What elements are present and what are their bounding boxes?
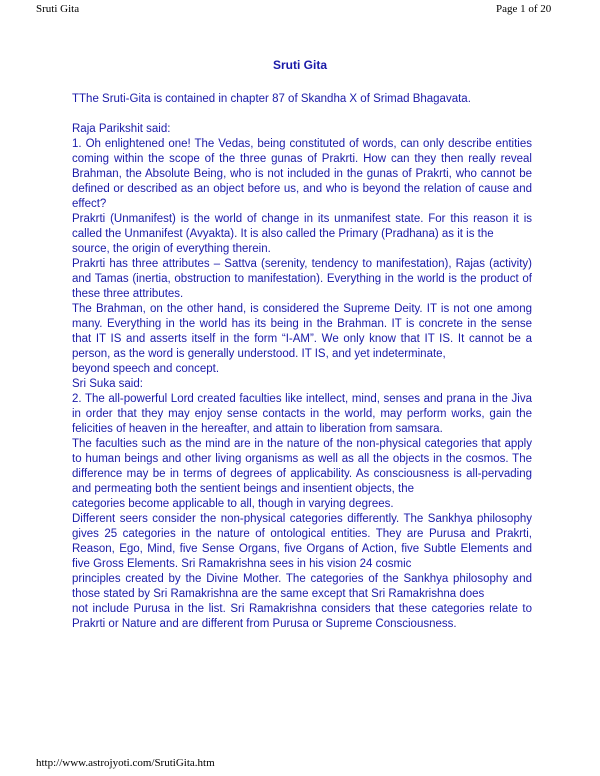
intro-paragraph: TThe Sruti-Gita is contained in chapter 87 of Skandha X of Srimad Bhagavata. bbox=[72, 93, 471, 105]
body-paragraph: Different seers consider the non-physical categories differently. The Sankhya philosophy gives 25 categories in the nature of ontological entities. They are Purusa and Prakrti, Reason, Ego, Mind, five Sense Organs, five Organs of Action, five Subtle Elements and five Gross Elements. Sri Ramakrishna sees in his vision 24 cosmic bbox=[72, 513, 532, 570]
page-footer-url: http://www.astrojyoti.com/SrutiGita.htm bbox=[36, 757, 215, 769]
body-paragraph: Prakrti (Unmanifest) is the world of change in its unmanifest state. For this reason it is called the Unmanifest (Avyakta). It is also called the Primary (Pradhana) as it is the bbox=[72, 213, 532, 240]
body-paragraph: 1. Oh enlightened one! The Vedas, being constituted of words, can only describe entities coming within the scope of the three gunas of Prakrti. How can they then really reveal Brahman, the Absolute Being, who is not included in the gunas of Prakrti, who cannot be defined or described as an object before us, and who is beyond the relation of cause and effect? bbox=[72, 138, 532, 210]
page-number: Page 1 of 20 bbox=[496, 3, 552, 15]
body-paragraph: 2. The all-powerful Lord created faculties like intellect, mind, senses and prana in the Jiva in order that they may enjoy sense contacts in the world, may perform works, gain the felicities of heaven in the hereafter, and attain to liberation from samsara. bbox=[72, 393, 532, 435]
body-paragraph: categories become applicable to all, though in varying degrees. bbox=[72, 498, 394, 510]
body-paragraph: Prakrti has three attributes – Sattva (serenity, tendency to manifestation), Rajas (activity) and Tamas (inertia, obstruction to manifestation). Everything in the world is the product of these three attributes. bbox=[72, 258, 532, 300]
body-paragraph: source, the origin of everything therein. bbox=[72, 243, 271, 255]
body-paragraph: principles created by the Divine Mother. The categories of the Sankhya philosophy and those stated by Sri Ramakrishna are the same except that Sri Ramakrishna does bbox=[72, 573, 532, 600]
document-body bbox=[72, 92, 532, 632]
speaker-line: Raja Parikshit said: bbox=[72, 123, 171, 135]
body-paragraph: not include Purusa in the list. Sri Ramakrishna considers that these categories relate to Prakrti or Nature and are different from Purusa or Supreme Consciousness. bbox=[72, 603, 532, 630]
body-paragraph: beyond speech and concept. bbox=[72, 363, 220, 375]
page-header-title: Sruti Gita bbox=[36, 3, 80, 15]
body-paragraph: The Brahman, on the other hand, is considered the Supreme Deity. IT is not one among many. Everything in the world has its being in the Brahman. IT is concrete in the sense that IT IS and asserts itself in the form “I-AM”. We only know that IT IS. It cannot be a person, as the word is generally understood. IT IS, and yet indeterminate, bbox=[72, 303, 532, 360]
document-title: Sruti Gita bbox=[272, 58, 327, 72]
speaker-line: Sri Suka said: bbox=[72, 378, 143, 390]
body-paragraph: The faculties such as the mind are in the nature of the non-physical categories that apply to human beings and other living organisms as well as all the objects in the cosmos. The difference may be in terms of degrees of applicability. As consciousness is all-pervading and permeating both the sentient beings and insentient objects, the bbox=[72, 438, 532, 495]
